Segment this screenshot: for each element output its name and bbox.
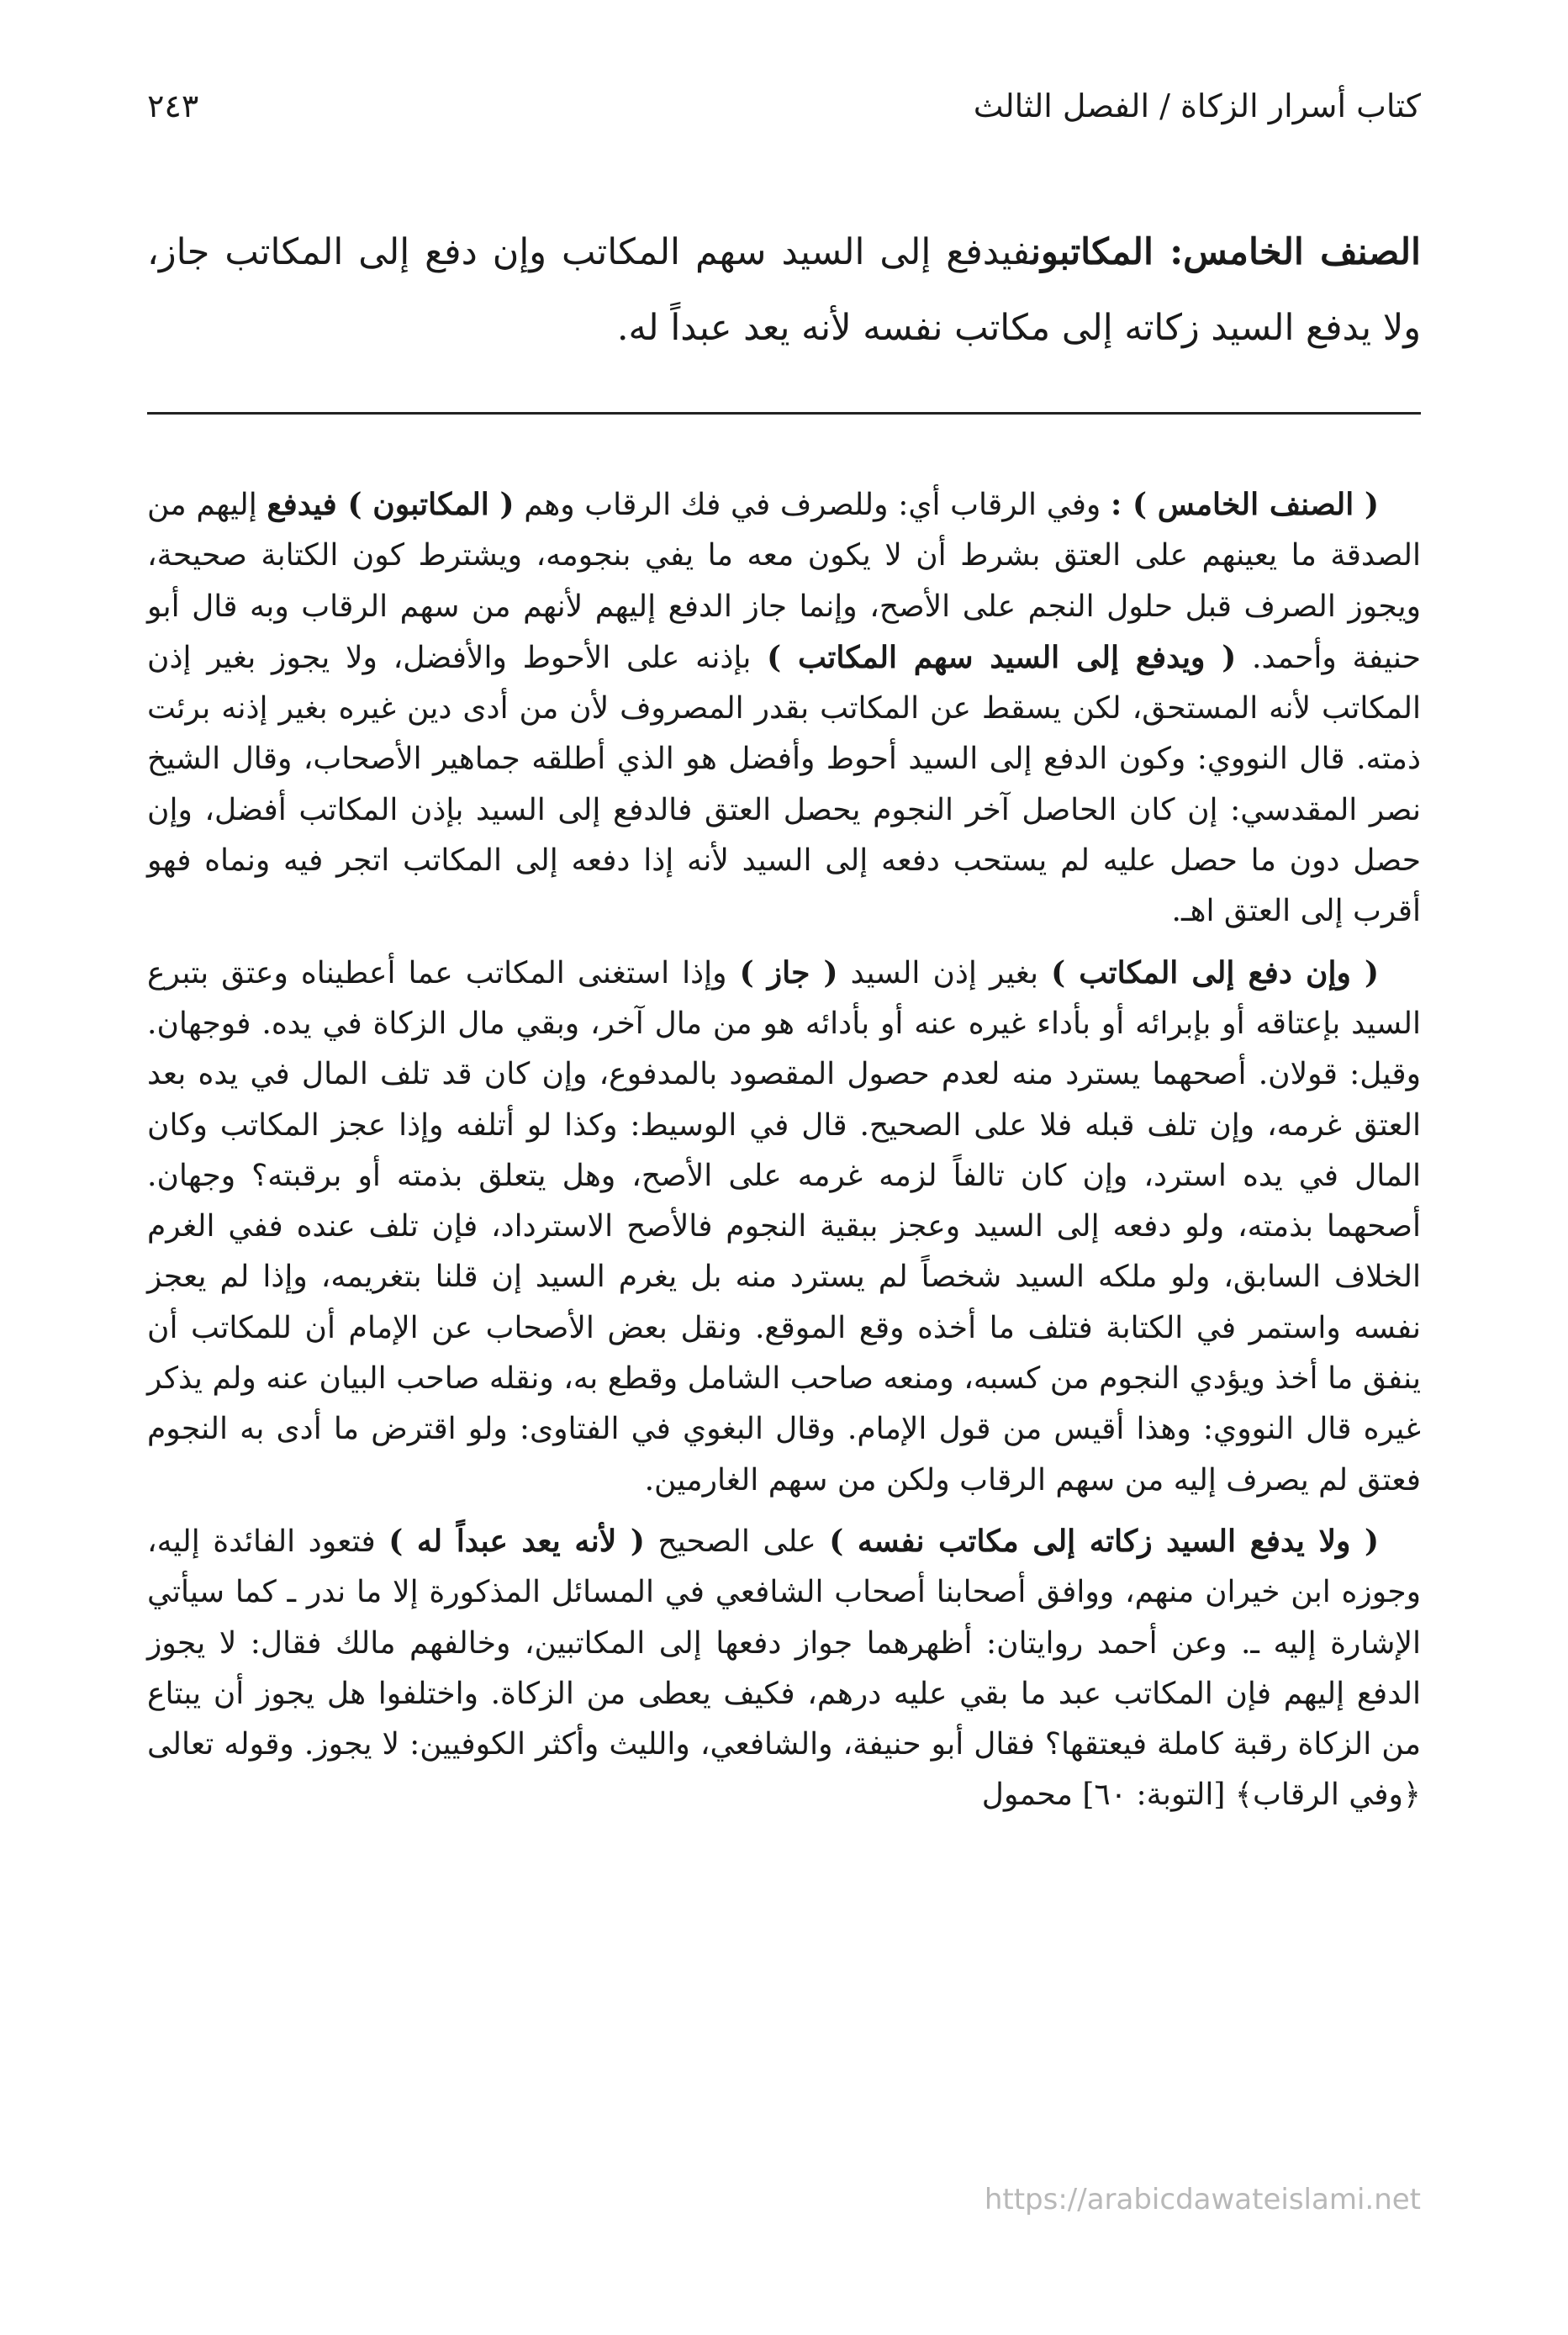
commentary-segment: ( وإن دفع إلى المكاتب ) (1051, 954, 1380, 991)
commentary-segment: بغير إذن السيد (837, 955, 1052, 991)
commentary-segment: ( ولا يدفع السيد زكاته إلى مكاتب نفسه ) (829, 1523, 1379, 1559)
commentary-paragraph (147, 1516, 1421, 1821)
main-text-body: فيدفع إلى السيد سهم المكاتب وإن دفع إلى المكاتب جاز، ولا يدفع السيد زكاته إلى مكاتب نفسه لأنه يعد عبداً له. (147, 231, 1421, 349)
commentary-segment: ( المكاتبون ) فيدفع (267, 487, 515, 522)
commentary-segment: بإذنه على الأحوط والأفضل، ولا يجوز بغير إذن المكاتب لأنه المستحق، لكن يسقط عن المكاتب بقدر المصروف لأن من أدى دين غيره بغير إذنه برئت ذمته. قال النووي: وكون الدفع إلى السيد أحوط وأفضل هو الذي أطلقه جماهير الأصحاب، وقال الشيخ نصر المقدسي: إن كان الحاصل آخر النجوم يحصل العتق فالدفع إلى السيد بإذن المكاتب أفضل، وإن حصل دون ما حصل عليه لم يستحب دفعه إلى السيد لأنه إذا دفعه إلى المكاتب اتجر فيه ونماه فهو أقرب إلى العتق اهـ. (147, 640, 1421, 929)
main-text-lead: الصنف الخامس: المكاتبون (1031, 231, 1421, 273)
watermark-url: https://arabicdawateislami.net (984, 2183, 1421, 2216)
commentary-segment: ( ويدفع إلى السيد سهم المكاتب ) (767, 639, 1237, 675)
commentary-segment: وإذا استغنى المكاتب عما أعطيناه وعتق بتبرع السيد بإعتاقه أو بإبرائه أو بأداء غيره عنه أو بأدائه هو من مال آخر، وبقي مال الزكاة في يده. فوجهان. وقيل: قولان. أصحهما يسترد منه لعدم حصول المقصود بالمدفوع، وإن كان قد تلف المال في يده بعد العتق غرمه، وإن تلف قبله فلا على الصحيح. قال في الوسيط: وكذا لو أتلفه وإذا عجز المكاتب وكان المال في يده استرد، وإن كان تالفاً لزمه غرمه على الأصح، وهل يتعلق بذمته أو برقبته؟ وجهان. أصحهما بذمته، ولو دفعه إلى السيد وعجز ببقية النجوم فالأصح الاسترداد، فإن تلف عنده ففي الغرم الخلاف السابق، ولو ملكه السيد شخصاً لم يسترد منه بل يغرم السيد إن قلنا بتغريمه، وإذا لم يعجز نفسه واستمر في الكتابة فتلف ما أخذه وقع الموقع. ونقل بعض الأصحاب عن الإمام أن للمكاتب أن ينفق ما أخذ ويؤدي النجوم من كسبه، ومنعه صاحب الشامل وقطع به، ونقله صاحب البيان عنه ولم يذكر غيره قال النووي: وهذا أقيس من قول الإمام. وقال البغوي في الفتاوى: ولو اقترض ما أدى به النجوم فعتق لم يصرف إليه من سهم الرقاب ولكن من سهم الغارمين. (147, 955, 1421, 1498)
commentary-segment: على الصحيح (644, 1524, 830, 1559)
commentary-segment: ( جاز ) (739, 954, 838, 991)
commentary-paragraph (147, 948, 1421, 1506)
commentary-segment: فتعود الفائدة إليه، وجوزه ابن خيران منهم، ووافق أصحابنا أصحاب الشافعي في المسائل المذكورة إلا ما ندر ـ كما سيأتي الإشارة إليه ـ. وعن أحمد روايتان: أظهرهما جواز دفعها إلى المكاتبين، وخالفهم مالك فقال: لا يجوز الدفع إليهم فإن المكاتب عبد ما بقي عليه درهم، فكيف يعطى من الزكاة. واختلفوا هل يجوز أن يبتاع من الزكاة رقبة كاملة فيعتقها؟ فقال أبو حنيفة، والشافعي، والليث وأكثر الكوفيين: لا يجوز. وقوله تعالى ﴿وفي الرقاب﴾ [التوبة: ٦٠] محمول (147, 1524, 1421, 1813)
running-title: كتاب أسرار الزكاة / الفصل الثالث (973, 87, 1421, 124)
commentary-segment: وفي الرقاب أي: وللصرف في فك الرقاب وهم (514, 488, 1111, 522)
commentary (147, 479, 1421, 1831)
commentary-segment: إليهم من الصدقة ما يعينهم على العتق بشرط أن لا يكون معه ما يفي بنجومه، ويشترط كون الكتابة صحيحة، ويجوز الصرف قبل حلول النجم على الأصح، وإنما جاز الدفع إليهم لأنهم من سهم الرقاب وبه قال أبو حنيفة وأحمد. (147, 488, 1422, 675)
main-text (147, 214, 1421, 366)
commentary-segment: ( لأنه يعد عبداً له ) (388, 1523, 645, 1559)
page-number: ٢٤٣ (147, 87, 199, 124)
commentary-paragraph (147, 479, 1421, 938)
separator-rule (147, 412, 1421, 415)
commentary-segment: ( الصنف الخامس ) : (1110, 487, 1379, 522)
page-header (147, 81, 1421, 131)
